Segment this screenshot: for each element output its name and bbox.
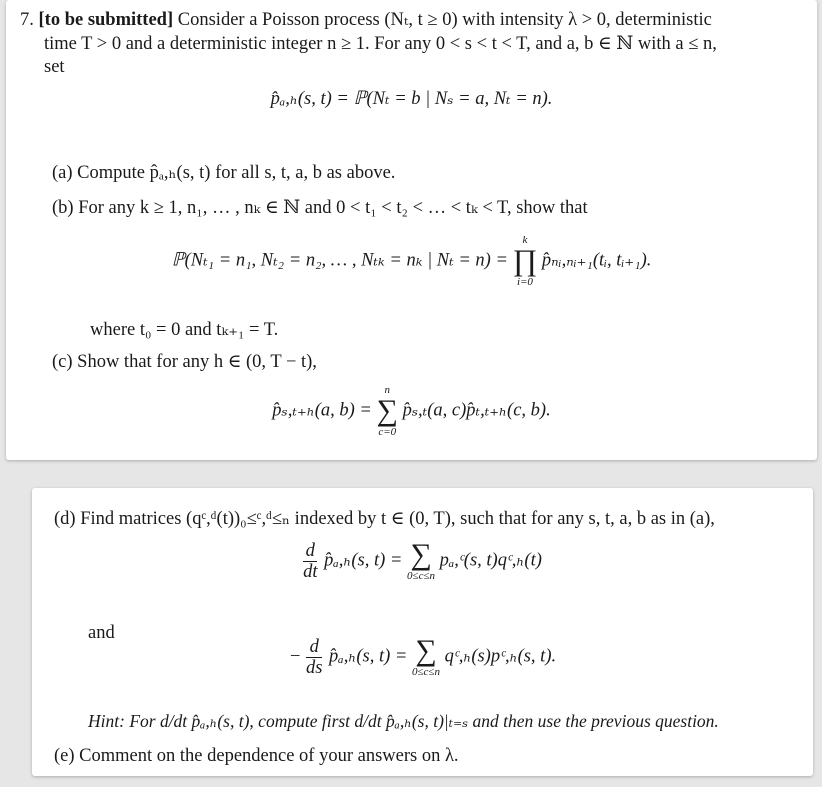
sum-symbol-d1: ∑ bbox=[410, 538, 432, 571]
part-d-eq1-lhs: p̂ₐ,ₕ(s, t) = bbox=[324, 550, 403, 571]
part-c-lhs: p̂ₛ,ₜ₊ₕ(a, b) = bbox=[272, 400, 372, 421]
part-d-and: and bbox=[88, 623, 115, 643]
minus-sign: − bbox=[288, 646, 302, 667]
intro-line-3: set bbox=[44, 57, 65, 77]
intro-line-2: time T > 0 and a deterministic integer n ≥ 1. For any 0 < s < t < T, and a, b ∈ ℕ with a ≤ n, bbox=[44, 34, 717, 54]
part-c-rhs: p̂ₛ,ₜ(a, c)p̂ₜ,ₜ₊ₕ(c, b). bbox=[402, 400, 551, 421]
part-d-eq2-rhs: qᶜ,ₕ(s)pᶜ,ₕ(s, t). bbox=[444, 646, 557, 667]
problem-card-bottom bbox=[32, 488, 813, 776]
sum-operator-d2 bbox=[412, 636, 440, 678]
derivative-numerator: d bbox=[303, 541, 317, 562]
derivative-dt bbox=[303, 541, 317, 582]
sum-operator bbox=[377, 384, 398, 438]
intro-line-1: Consider a Poisson process (Nₜ, t ≥ 0) with intensity λ > 0, deterministic bbox=[177, 10, 712, 30]
part-d-eq2-lhs: p̂ₐ,ₕ(s, t) = bbox=[329, 646, 408, 667]
product-symbol: ∏ bbox=[512, 244, 538, 277]
problem-header bbox=[20, 9, 712, 31]
derivative-denominator: dt bbox=[303, 561, 318, 582]
derivative-numerator-2: d bbox=[306, 637, 322, 658]
product-lower: i=0 bbox=[516, 276, 533, 288]
part-a: (a) Compute p̂ₐ,ₕ(s, t) for all s, t, a, b as above. bbox=[52, 163, 396, 183]
part-b-lhs: ℙ(Nₜ₁ = n₁, Nₜ₂ = n₂, … , Nₜₖ = nₖ | Nₜ = n) = bbox=[171, 250, 508, 271]
product-upper: k bbox=[522, 234, 528, 246]
derivative-ds bbox=[306, 637, 322, 678]
sum-lower-d1: 0≤c≤n bbox=[407, 570, 436, 582]
part-b-text: (b) For any k ≥ 1, n₁, … , nₖ ∈ ℕ and 0 < t₁ < t₂ < … < tₖ < T, show that bbox=[52, 198, 588, 218]
part-e: (e) Comment on the dependence of your answers on λ. bbox=[54, 746, 459, 766]
part-d-equation-1 bbox=[32, 540, 813, 582]
hint-text: Hint: For d/dt p̂ₐ,ₕ(s, t), compute first d/dt p̂ₐ,ₕ(s, t)|ₜ₌ₛ and then use the previous question. bbox=[88, 711, 719, 731]
part-b-equation bbox=[6, 234, 817, 288]
part-d-text: (d) Find matrices (qᶜ,ᵈ(t))₀≤ᶜ,ᵈ≤ₙ indexed by t ∈ (0, T), such that for any s, t, a, b as in (a), bbox=[54, 509, 715, 529]
part-c-text: (c) Show that for any h ∈ (0, T − t), bbox=[52, 352, 317, 372]
problem-number: 7. bbox=[20, 10, 34, 30]
sum-upper: n bbox=[384, 384, 390, 396]
submission-tag: [to be submitted] bbox=[38, 10, 174, 30]
sum-lower: c=0 bbox=[378, 426, 397, 438]
sum-symbol-d2: ∑ bbox=[415, 634, 437, 667]
problem-card-top bbox=[6, 0, 817, 460]
part-d-eq1-rhs: pₐ,ᶜ(s, t)qᶜ,ₕ(t) bbox=[439, 550, 542, 571]
part-b-where: where t₀ = 0 and tₖ₊₁ = T. bbox=[90, 320, 279, 340]
sum-symbol: ∑ bbox=[376, 394, 398, 427]
derivative-denominator-2: ds bbox=[305, 657, 323, 678]
part-d-equation-2 bbox=[32, 636, 813, 678]
sum-lower-d2: 0≤c≤n bbox=[411, 666, 440, 678]
part-c-equation bbox=[6, 384, 817, 438]
sum-operator-d1 bbox=[407, 540, 435, 582]
product-operator bbox=[513, 234, 538, 288]
definition-equation: p̂ₐ,ₕ(s, t) = ℙ(Nₜ = b | Nₛ = a, Nₜ = n). bbox=[270, 89, 553, 109]
part-b-rhs: p̂ₙᵢ,ₙᵢ₊₁(tᵢ, tᵢ₊₁). bbox=[541, 250, 652, 271]
